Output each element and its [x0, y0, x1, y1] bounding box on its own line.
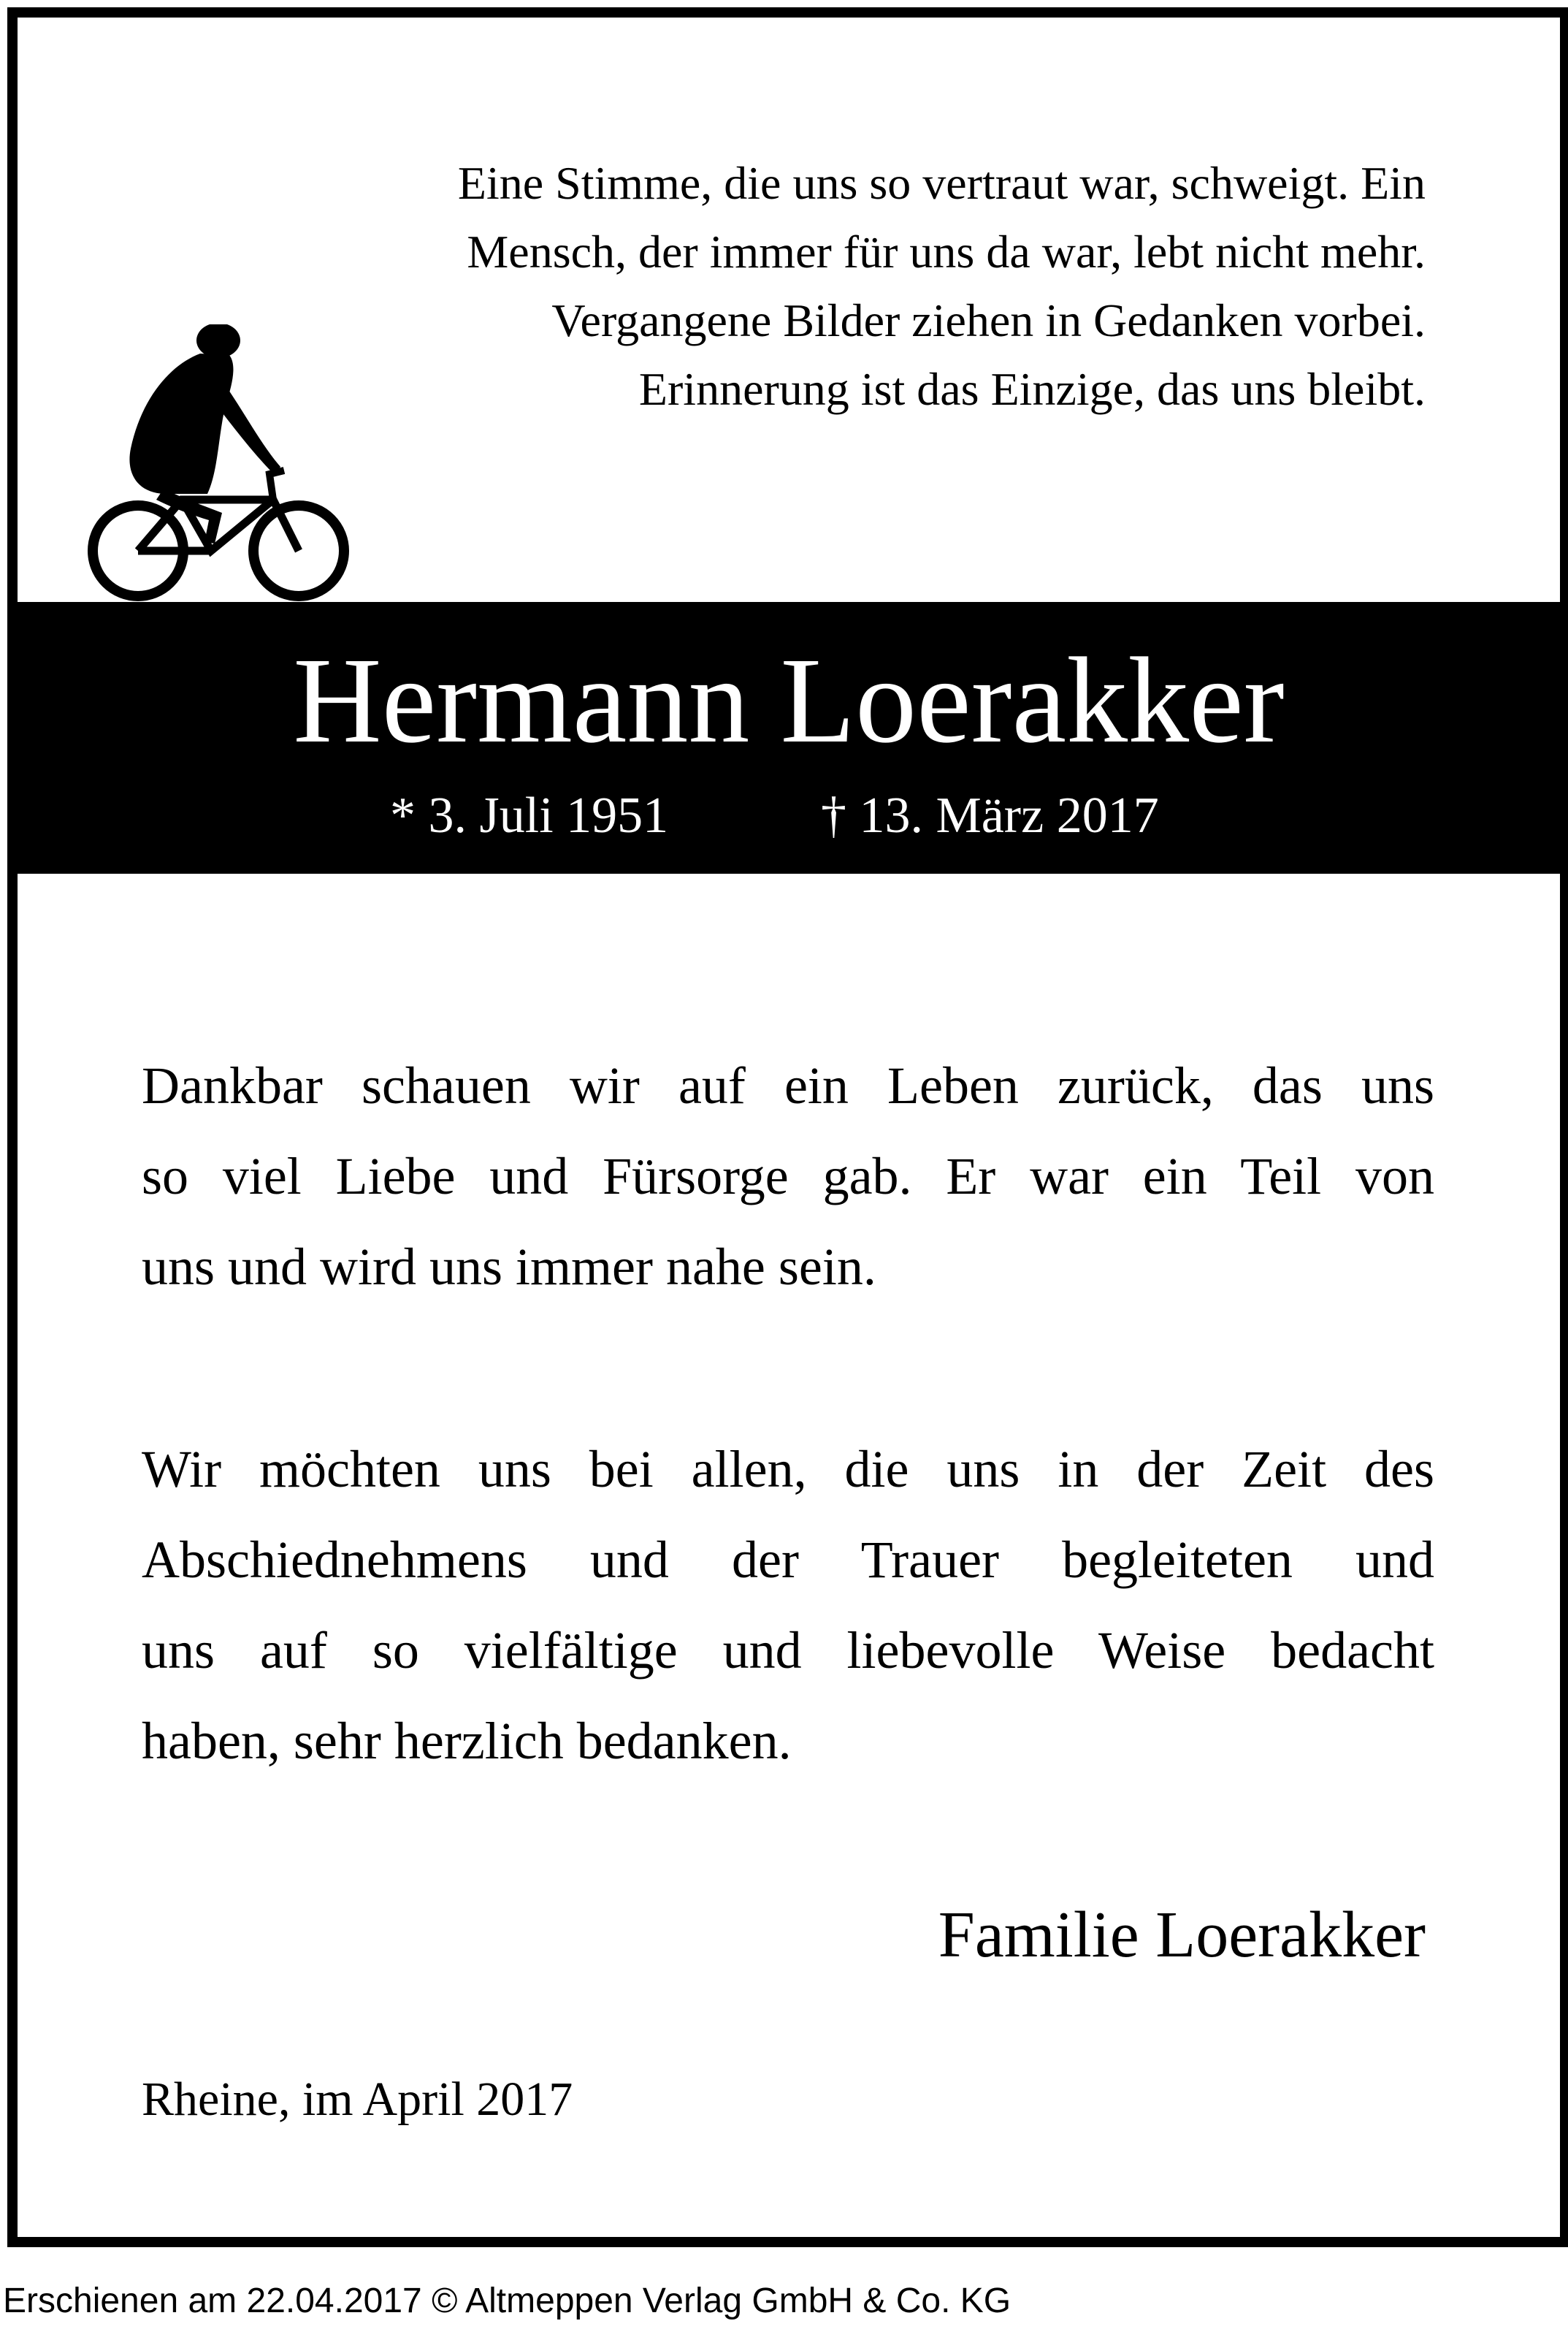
cyclist-silhouette-icon [61, 324, 368, 602]
publication-footer: Erschienen am 22.04.2017 © Altmeppen Verlag GmbH & Co. KG [3, 2282, 1011, 2320]
paragraph-line: Wir möchten uns bei allen, die uns in der Zeit des [142, 1440, 1434, 1498]
paragraph-line: uns auf so vielfältige und liebevolle Weise bedacht [142, 1621, 1434, 1680]
poem-line: Mensch, der immer für uns da war, lebt nicht mehr. [467, 226, 1426, 278]
poem-line: Vergangene Bilder ziehen in Gedanken vorbei. [551, 294, 1426, 346]
paragraph-line: uns und wird uns immer nahe sein. [142, 1238, 876, 1296]
paragraph-line: haben, sehr herzlich bedanken. [142, 1712, 792, 1770]
thanks-paragraph-2 [142, 1424, 1434, 1786]
paragraph-line: so viel Liebe und Fürsorge gab. Er war ein Teil von [142, 1147, 1434, 1205]
thanks-paragraph-1 [142, 1040, 1434, 1312]
paragraph-line: Dankbar schauen wir auf ein Leben zurück, das uns [142, 1056, 1434, 1115]
place-date: Rheine, im April 2017 [142, 2073, 573, 2126]
death-date: † 13. März 2017 [821, 788, 1159, 844]
name-band [18, 602, 1560, 874]
obituary-frame [7, 7, 1568, 2247]
poem-line: Eine Stimme, die uns so vertraut war, schweigt. Ein [457, 157, 1426, 209]
birth-date: * 3. Juli 1951 [390, 788, 669, 844]
poem [330, 149, 1426, 424]
family-signature: Familie Loerakker [938, 1899, 1426, 1971]
paragraph-line: Abschiednehmens und der Trauer begleiteten und [142, 1531, 1434, 1589]
deceased-name: Hermann Loerakker [293, 633, 1285, 769]
poem-line: Erinnerung ist das Einzige, das uns bleibt. [638, 363, 1426, 415]
